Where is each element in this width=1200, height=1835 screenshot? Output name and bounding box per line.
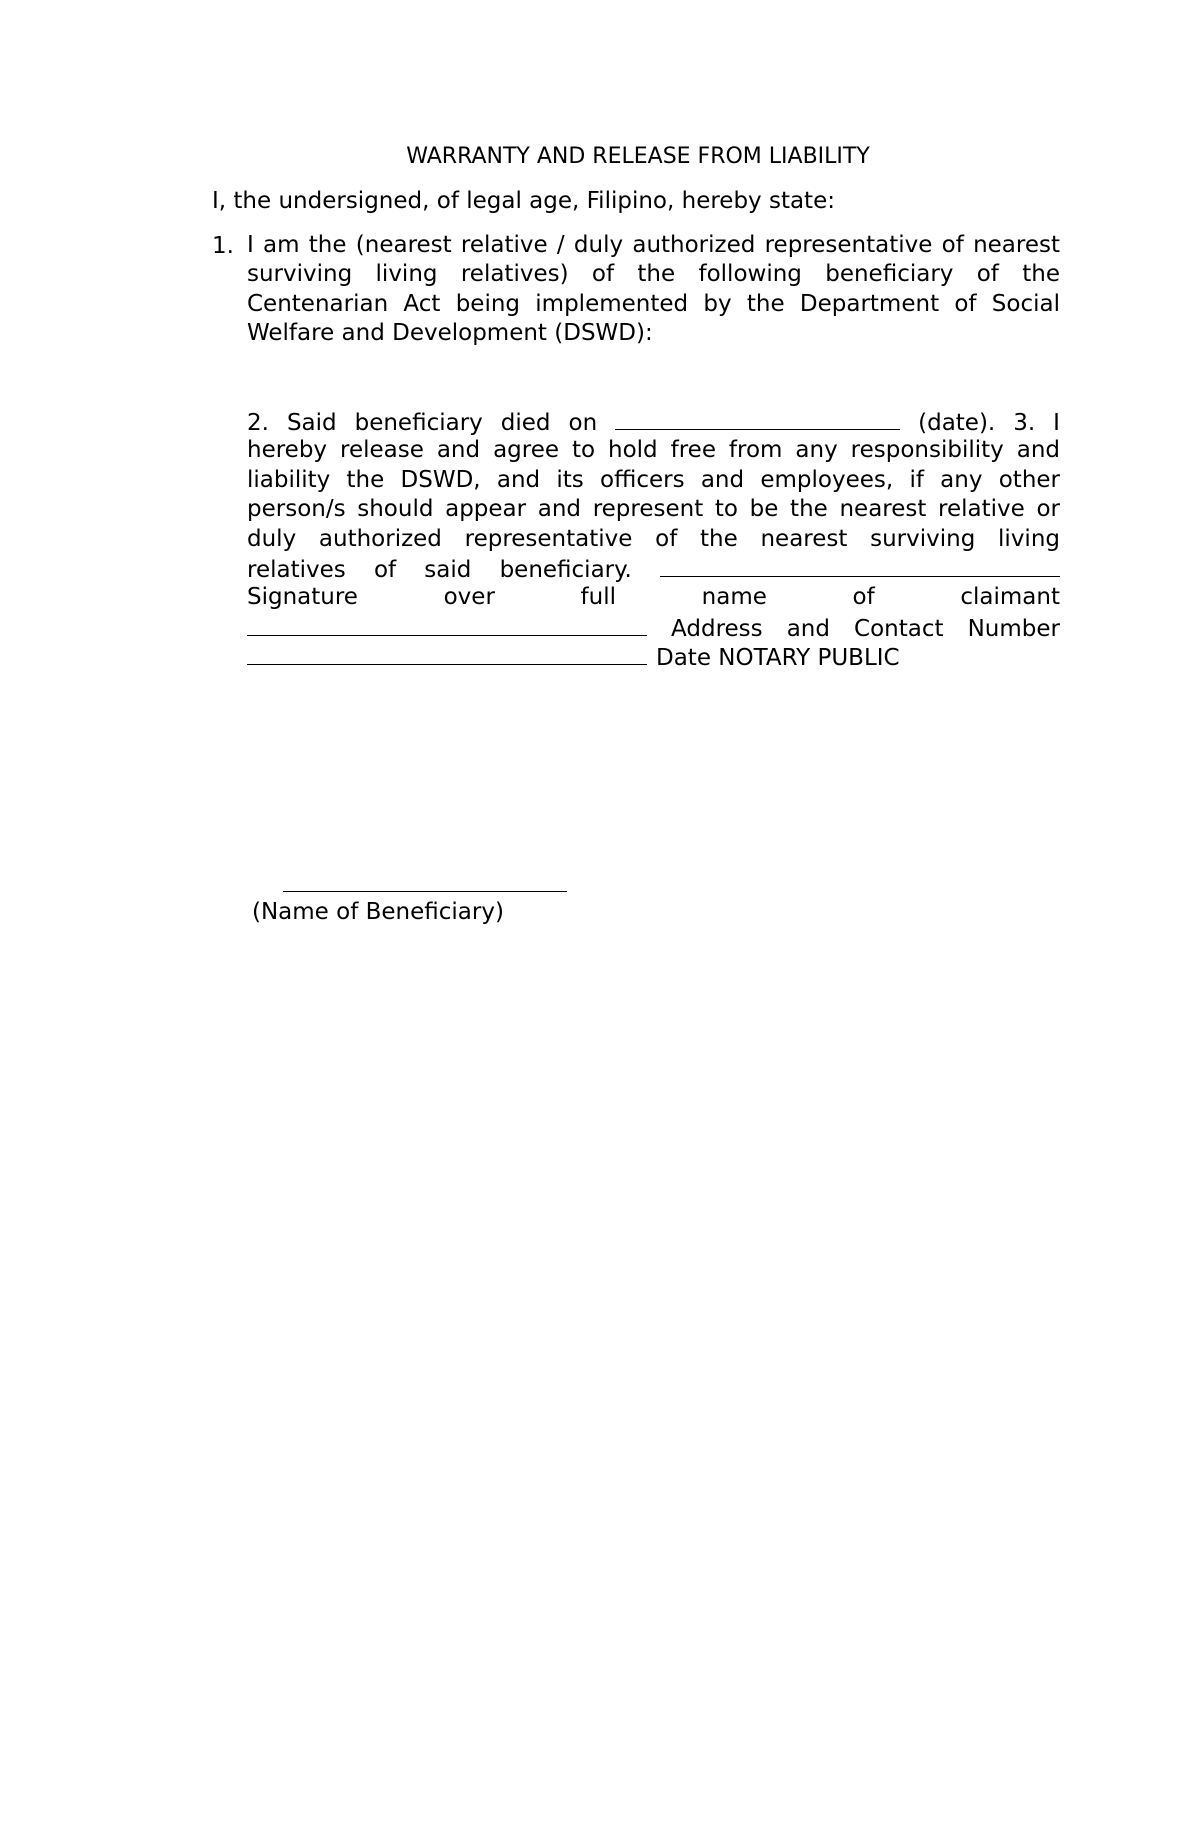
- paragraph-line: [247, 642, 1060, 671]
- line-text: liability the DSWD, and its officers and employees, if any other: [247, 466, 1060, 493]
- paragraph-line: [247, 554, 1060, 583]
- word: 2.: [247, 410, 269, 436]
- paragraph-line: [247, 583, 1060, 612]
- word: name: [701, 584, 767, 611]
- word: Address: [671, 615, 763, 642]
- word: Contact: [854, 615, 944, 642]
- paragraph-line: [247, 407, 1060, 436]
- line-text: hereby release and agree to hold free from any responsibility and: [247, 437, 1060, 464]
- date-blank[interactable]: [247, 642, 647, 665]
- item-1-number: 1.: [212, 233, 234, 259]
- word: I: [1053, 410, 1060, 436]
- word: relatives: [247, 556, 346, 583]
- word: and: [786, 615, 830, 642]
- word: Signature: [247, 584, 358, 611]
- word: said: [424, 556, 472, 583]
- document-title: WARRANTY AND RELEASE FROM LIABILITY: [406, 144, 870, 169]
- paragraph-line: [247, 495, 1060, 524]
- paragraph-line: [247, 436, 1060, 465]
- word: over: [443, 584, 495, 611]
- item-2-paragraph: [247, 407, 1060, 672]
- beneficiary-name-blank[interactable]: [283, 891, 567, 892]
- word: (date).: [918, 410, 996, 436]
- address-contact-blank[interactable]: [247, 613, 647, 636]
- word: Number: [967, 615, 1060, 642]
- beneficiary-name-label: (Name of Beneficiary): [252, 899, 504, 925]
- item-1-text: I am the (nearest relative / duly authorized representative of nearest surviving living relatives) of the following beneficiary of the Centenarian Act being implemented by the Department of Social Welfare and Development (DSWD):: [247, 232, 1060, 347]
- date-notary-label: Date NOTARY PUBLIC: [656, 645, 900, 672]
- intro-statement: I, the undersigned, of legal age, Filipino, hereby state:: [212, 188, 835, 214]
- line-text: person/s should appear and represent to be the nearest relative or: [247, 496, 1060, 523]
- word: on: [568, 410, 598, 436]
- word: of: [852, 584, 875, 611]
- word: of: [373, 556, 397, 583]
- word: beneficiary: [354, 410, 483, 436]
- paragraph-line: [247, 466, 1060, 495]
- paragraph-line: [247, 525, 1060, 554]
- word: died: [500, 410, 551, 436]
- claimant-signature-blank[interactable]: [660, 554, 1060, 577]
- word: beneficiary.: [499, 556, 632, 583]
- word: claimant: [960, 584, 1060, 611]
- word: full: [580, 584, 617, 611]
- paragraph-line: [247, 613, 1060, 642]
- date-of-death-blank[interactable]: [615, 407, 900, 430]
- line-text: duly authorized representative of the nearest surviving living: [247, 525, 1060, 552]
- word: 3.: [1013, 410, 1036, 436]
- word: Said: [286, 410, 337, 436]
